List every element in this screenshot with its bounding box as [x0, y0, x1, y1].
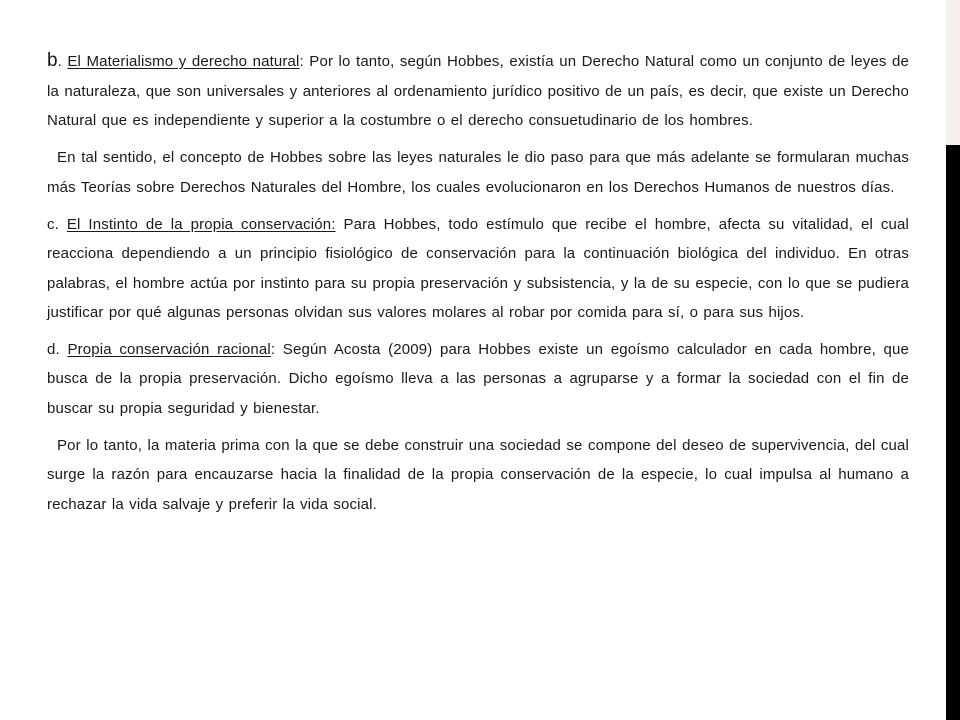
heading-conservacion-racional: Propia conservación racional — [67, 340, 271, 358]
paragraph-d — [47, 335, 909, 424]
paragraph-d-body: : Según Acosta (2009) para Hobbes existe un egoísmo calculador en cada hombre, que busca de la propia preservación. Dicho egoísmo lleva a las personas a agruparse y a formar la sociedad con el fin de buscar su propia seguridad y bienestar. — [47, 340, 909, 417]
item-letter-c: c. — [47, 215, 67, 233]
heading-materialismo: El Materialismo y derecho natural — [67, 53, 300, 70]
paragraph-b-follow: En tal sentido, el concepto de Hobbes sobre las leyes naturales le dio paso para que más adelante se formularan muchas más Teorías sobre Derechos Naturales del Hombre, los cuales evolucionaron en los Derechos Humanos de nuestros días. — [47, 149, 909, 196]
paragraph-c — [47, 210, 909, 328]
slide-content — [47, 46, 909, 527]
item-letter-b-dot: . — [57, 53, 68, 70]
paragraph-d-follow: Por lo tanto, la materia prima con la que se debe construir una sociedad se compone del deseo de supervivencia, del cual surge la razón para encauzarse hacia la finalidad de la propia conservación de la especie, lo cual impulsa al humano a rechazar la vida salvaje y preferir la vida social. — [47, 436, 909, 513]
heading-instinto: El Instinto de la propia conservación: — [66, 215, 336, 233]
item-letter-b: b — [47, 50, 58, 71]
paragraph-b — [47, 46, 909, 136]
side-bar-bottom — [946, 145, 960, 720]
side-bar-top — [946, 0, 960, 145]
paragraph-b-body: : Por lo tanto, según Hobbes, existía un Derecho Natural como un conjunto de leyes de la naturaleza, que son universales y anteriores al ordenamiento jurídico positivo de un país, es decir, que existe un Derecho Natural que es independiente y superior a la costumbre o el derecho consuetudinario de los hombres. — [47, 53, 909, 129]
paragraph-c-body: Para Hobbes, todo estímulo que recibe el hombre, afecta su vitalidad, el cual reacciona dependiendo a un principio fisiológico de conservación para la continuación biológica del individuo. En otras palabras, el hombre actúa por instinto para su propia preservación y subsistencia, y la de su especie, con lo que se pudiera justificar por qué algunas personas olvidan sus valores molares al robar por comida para sí, o para sus hijos. — [47, 215, 909, 321]
item-letter-d: d. — [47, 340, 68, 358]
